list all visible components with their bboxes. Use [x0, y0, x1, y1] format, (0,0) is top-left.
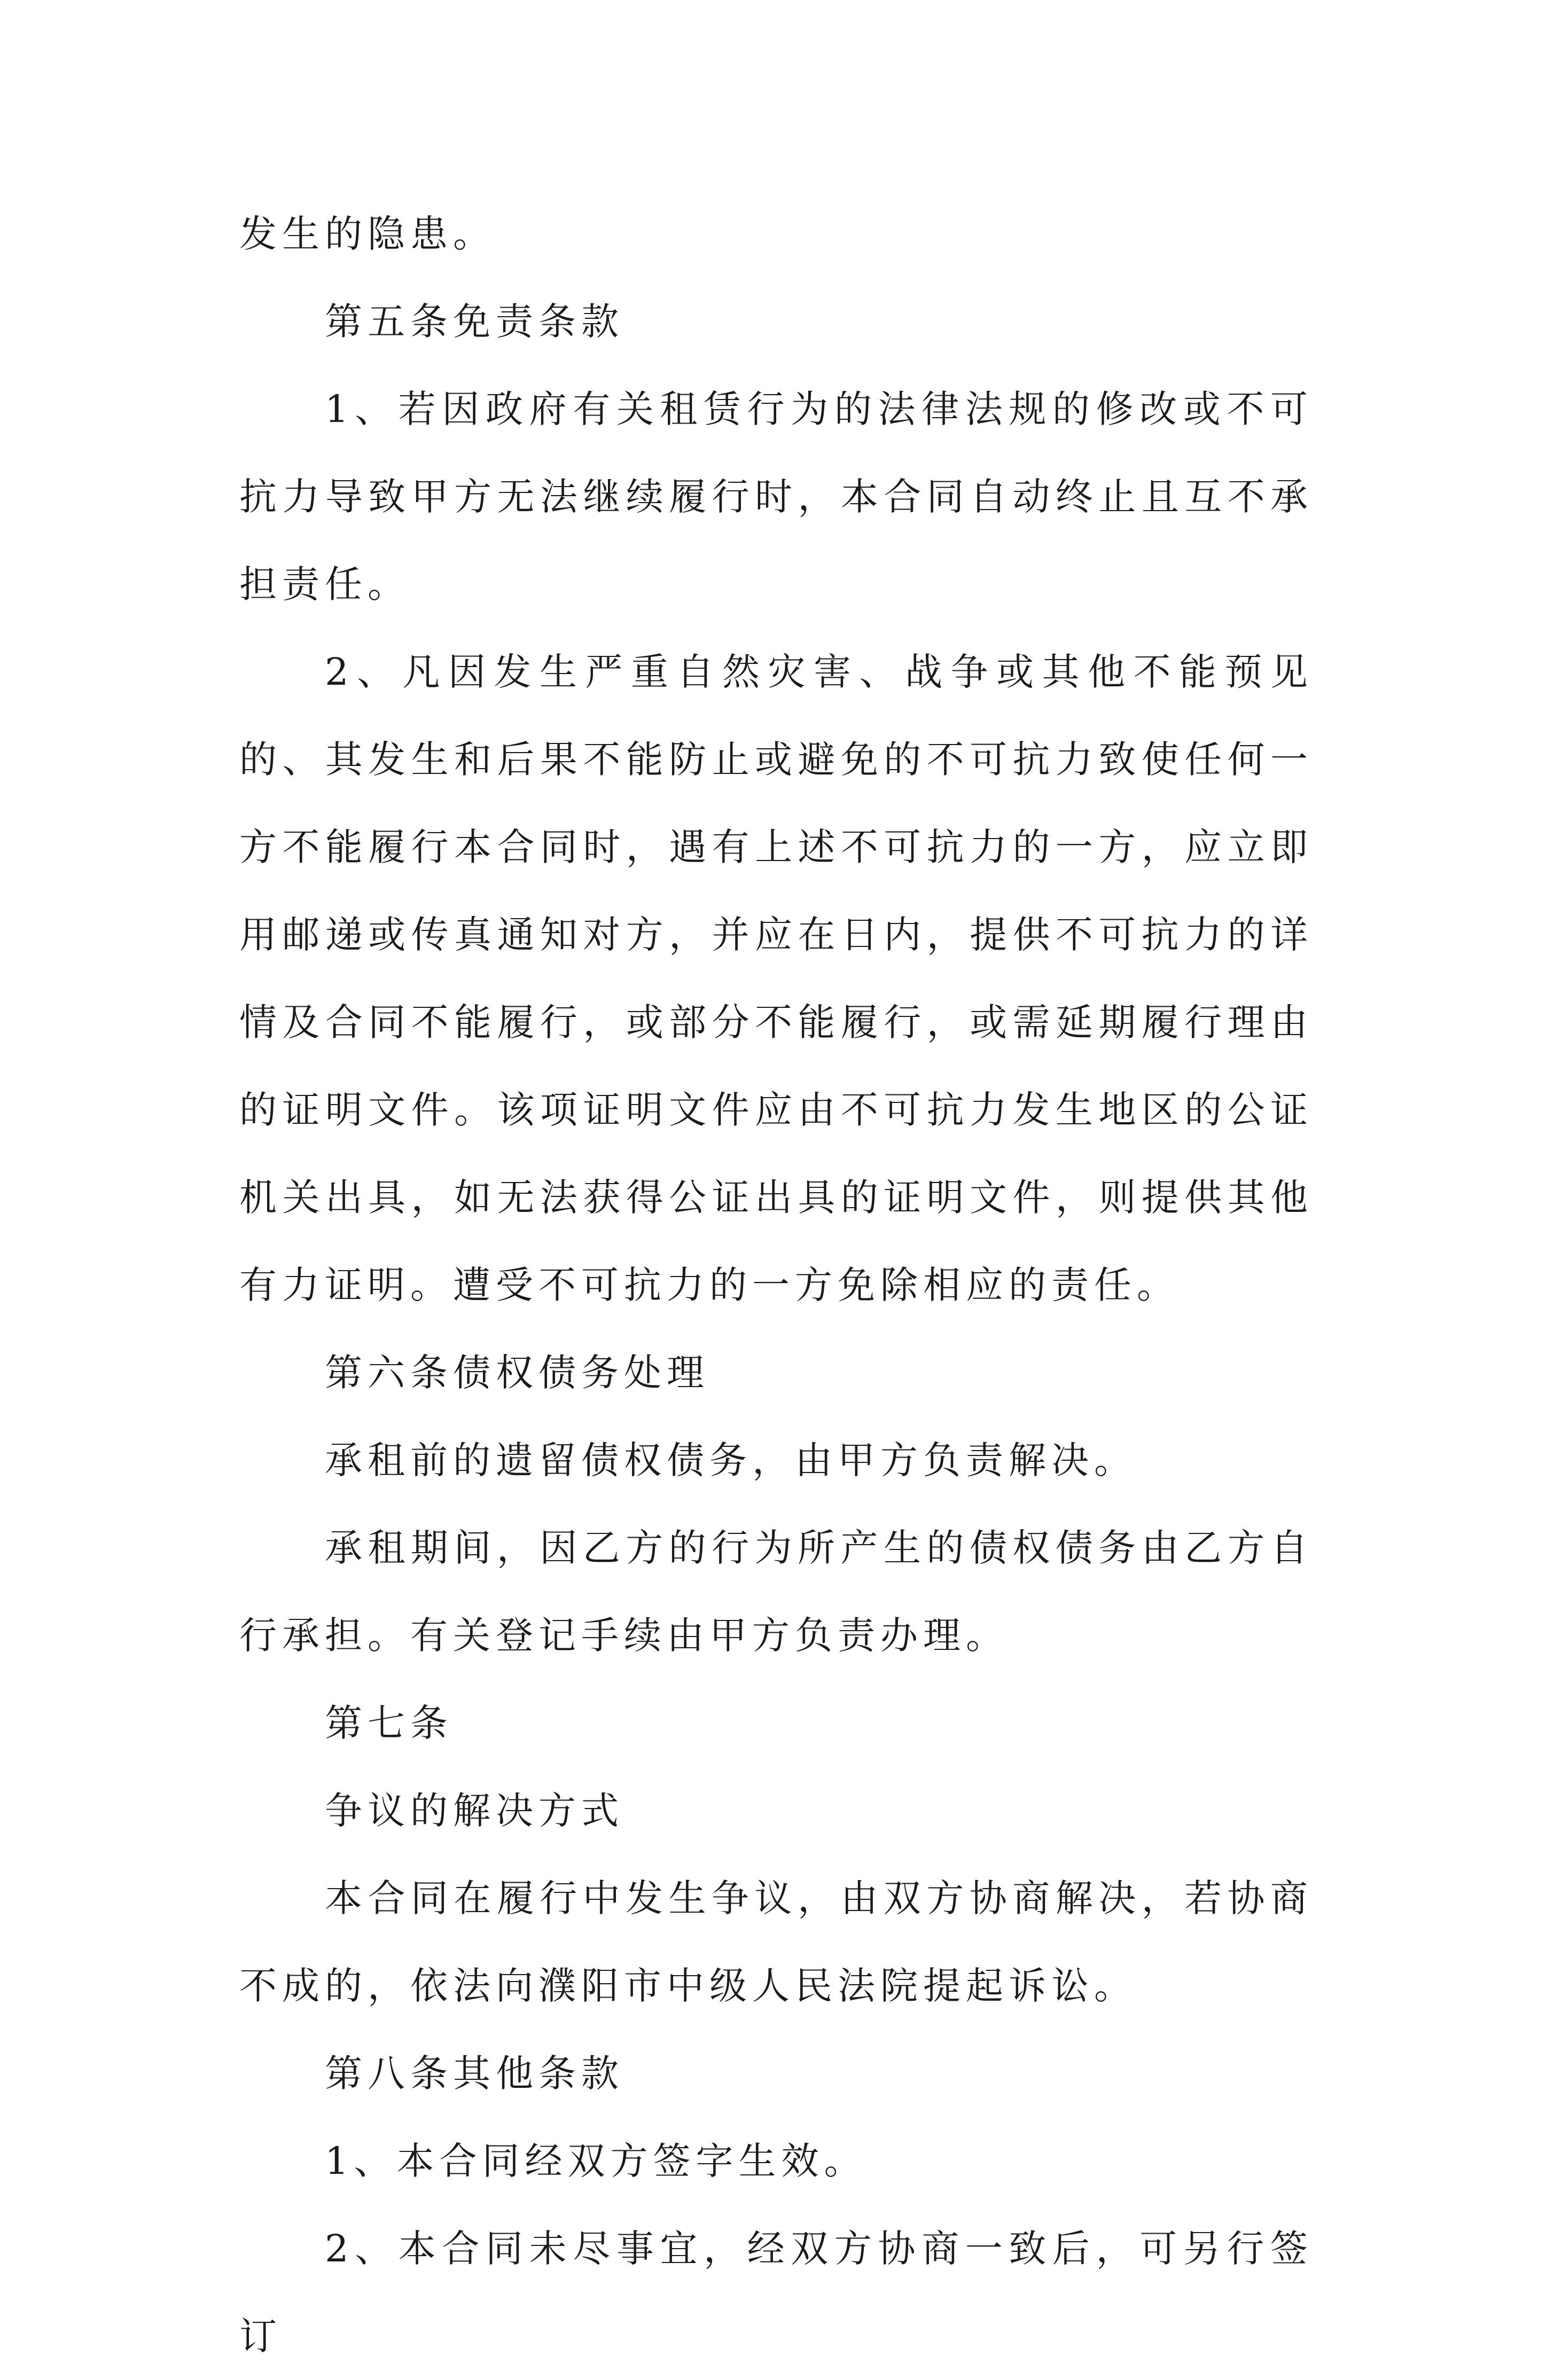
article-seven-heading: 第七条: [325, 1701, 453, 1745]
article-eight-clause-2: 2、本合同未尽事宜，经双方协商一致后，可另行签订: [239, 2227, 1313, 2358]
article-eight-clause-1: 1、本合同经双方签字生效。: [325, 2139, 867, 2183]
article-five-clause-1: 1、若因政府有关租赁行为的法律法规的修改或不可抗力导致甲方无法继续履行时，本合同自动终止且互不承担责任。: [239, 387, 1313, 606]
paragraph-continuation: 发生的隐患。: [239, 212, 496, 256]
article-six-heading: 第六条债权债务处理: [325, 1351, 709, 1395]
article-seven-subheading: 争议的解决方式: [325, 1789, 624, 1833]
article-five-heading: 第五条免责条款: [325, 300, 624, 343]
article-five-clause-2: 2、凡因发生严重自然灾害、战争或其他不能预见的、其发生和后果不能防止或避免的不可抗力致使任何一方不能履行本合同时，遇有上述不可抗力的一方，应立即用邮递或传真通知对方，并应在日内，提供不可抗力的详情及合同不能履行，或部分不能履行，或需延期履行理由的证明文件。该项证明文件应由不可抗力发生地区的公证机关出具，如无法获得公证出具的证明文件，则提供其他有力证明。遭受不可抗力的一方免除相应的责任。: [239, 650, 1313, 1307]
document-body: [239, 190, 1313, 2380]
article-eight-heading: 第八条其他条款: [325, 2052, 624, 2095]
article-six-paragraph-1: 承租前的遗留债权债务，由甲方负责解决。: [325, 1438, 1137, 1482]
article-six-paragraph-2: 承租期间，因乙方的行为所产生的债权债务由乙方自行承担。有关登记手续由甲方负责办理。: [239, 1526, 1313, 1657]
article-seven-paragraph: 本合同在履行中发生争议，由双方协商解决，若协商不成的，依法向濮阳市中级人民法院提起诉讼。: [239, 1876, 1313, 2008]
